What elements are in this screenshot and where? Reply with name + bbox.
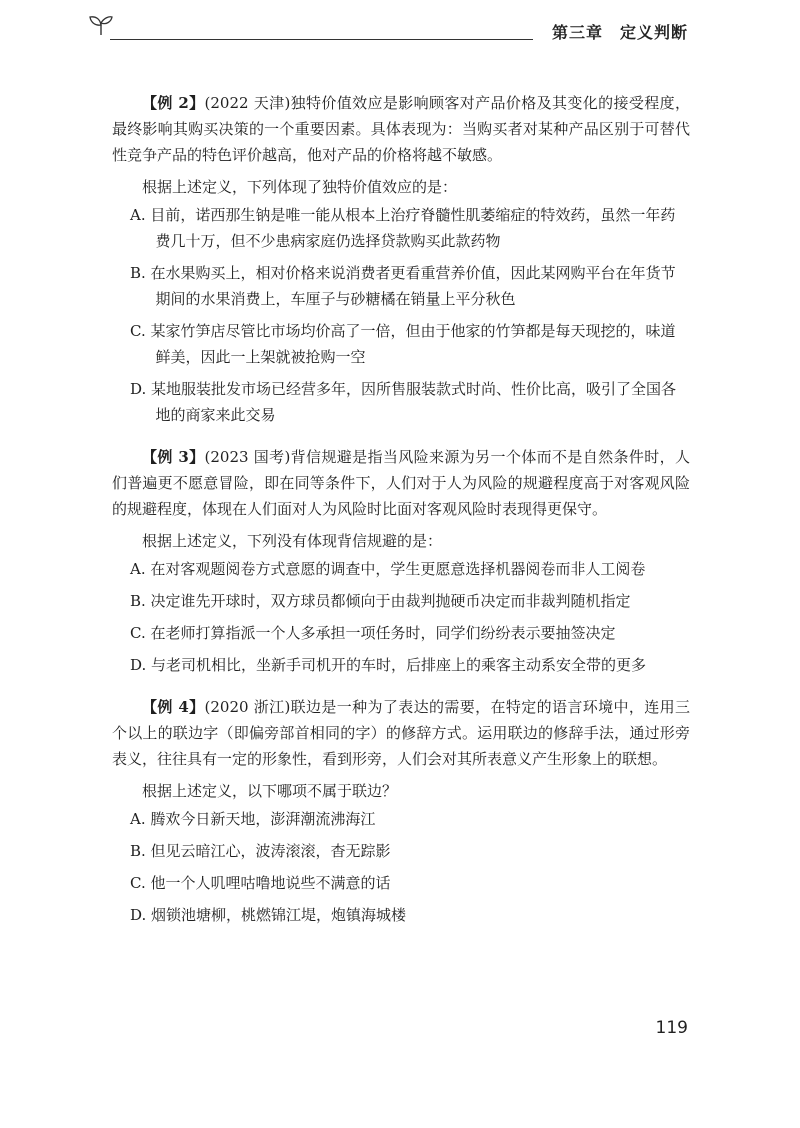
example-stem: [112, 694, 690, 772]
example-2: [112, 90, 690, 428]
option-a: A. 目前，诺西那生钠是唯一能从根本上治疗脊髓性肌萎缩症的特效药，虽然一年药费几十万，但不少患病家庭仍选择贷款购买此款药物: [130, 206, 676, 250]
option-a: A. 在对客观题阅卷方式意愿的调查中，学生更愿意选择机器阅卷而非人工阅卷: [130, 560, 646, 578]
example-3: [112, 444, 690, 678]
example-text: 联边是一种为了表达的需要，在特定的语言环境中，连用三个以上的联边字（即偏旁部首相同的字）的修辞方式。运用联边的修辞手法，通过形旁表义，往往具有一定的形象性，看到形旁，人们会对其所表意义产生形象上的联想。: [112, 698, 690, 768]
sprout-icon: [88, 14, 114, 36]
option-a: A. 腾欢今日新天地，澎湃潮流沸海江: [130, 810, 376, 828]
example-tag: 【例 4】: [142, 698, 205, 716]
page-body: [112, 90, 690, 944]
header-rule: [110, 39, 533, 40]
example-stem: [112, 90, 690, 168]
example-tag: 【例 2】: [142, 94, 205, 112]
option-c: C. 某家竹笋店尽管比市场均价高了一倍，但由于他家的竹笋都是每天现挖的，味道鲜美，因此一上架就被抢购一空: [130, 322, 676, 366]
example-stem: [112, 444, 690, 522]
example-source: (2020 浙江): [204, 698, 291, 716]
example-source: (2023 国考): [204, 448, 291, 466]
option-d: D. 某地服装批发市场已经营多年，因所售服装款式时尚、性价比高，吸引了全国各地的商家来此交易: [130, 380, 677, 424]
question-prompt: 根据上述定义，下列没有体现背信规避的是：: [142, 532, 443, 550]
page-number: 119: [655, 1018, 688, 1038]
example-text: 背信规避是指当风险来源为另一个体而不是自然条件时，人们普遍更不愿意冒险，即在同等条件下，人们对于人为风险的规避程度高于对客观风险的规避程度，体现在人们面对人为风险时比面对客观风险时表现得更保守。: [112, 448, 690, 518]
example-source: (2022 天津): [204, 94, 291, 112]
option-b: B. 在水果购买上，相对价格来说消费者更看重营养价值，因此某网购平台在年货节期间的水果消费上，车厘子与砂糖橘在销量上平分秋色: [130, 264, 676, 308]
question-prompt: 根据上述定义，以下哪项不属于联边？: [142, 782, 398, 800]
option-b: B. 但见云暗江心，波涛滚滚，杳无踪影: [130, 842, 391, 860]
option-c: C. 他一个人叽哩咕噜地说些不满意的话: [130, 874, 391, 892]
example-4: [112, 694, 690, 928]
option-c: C. 在老师打算指派一个人多承担一项任务时，同学们纷纷表示要抽签决定: [130, 624, 616, 642]
example-text: 独特价值效应是影响顾客对产品价格及其变化的接受程度，最终影响其购买决策的一个重要因素。具体表现为：当购买者对某种产品区别于可替代性竞争产品的特色评价越高，他对产品的价格将越不敏感。: [112, 94, 690, 164]
question-prompt: 根据上述定义，下列体现了独特价值效应的是：: [142, 178, 458, 196]
option-d: D. 与老司机相比，坐新手司机开的车时，后排座上的乘客主动系安全带的更多: [130, 656, 647, 674]
example-tag: 【例 3】: [142, 448, 205, 466]
chapter-title: 第三章 定义判断: [551, 23, 688, 42]
option-b: B. 决定谁先开球时，双方球员都倾向于由裁判抛硬币决定而非裁判随机指定: [130, 592, 631, 610]
option-d: D. 烟锁池塘柳，桃燃锦江堤，炮镇海城楼: [130, 906, 407, 924]
running-header: [88, 8, 688, 48]
